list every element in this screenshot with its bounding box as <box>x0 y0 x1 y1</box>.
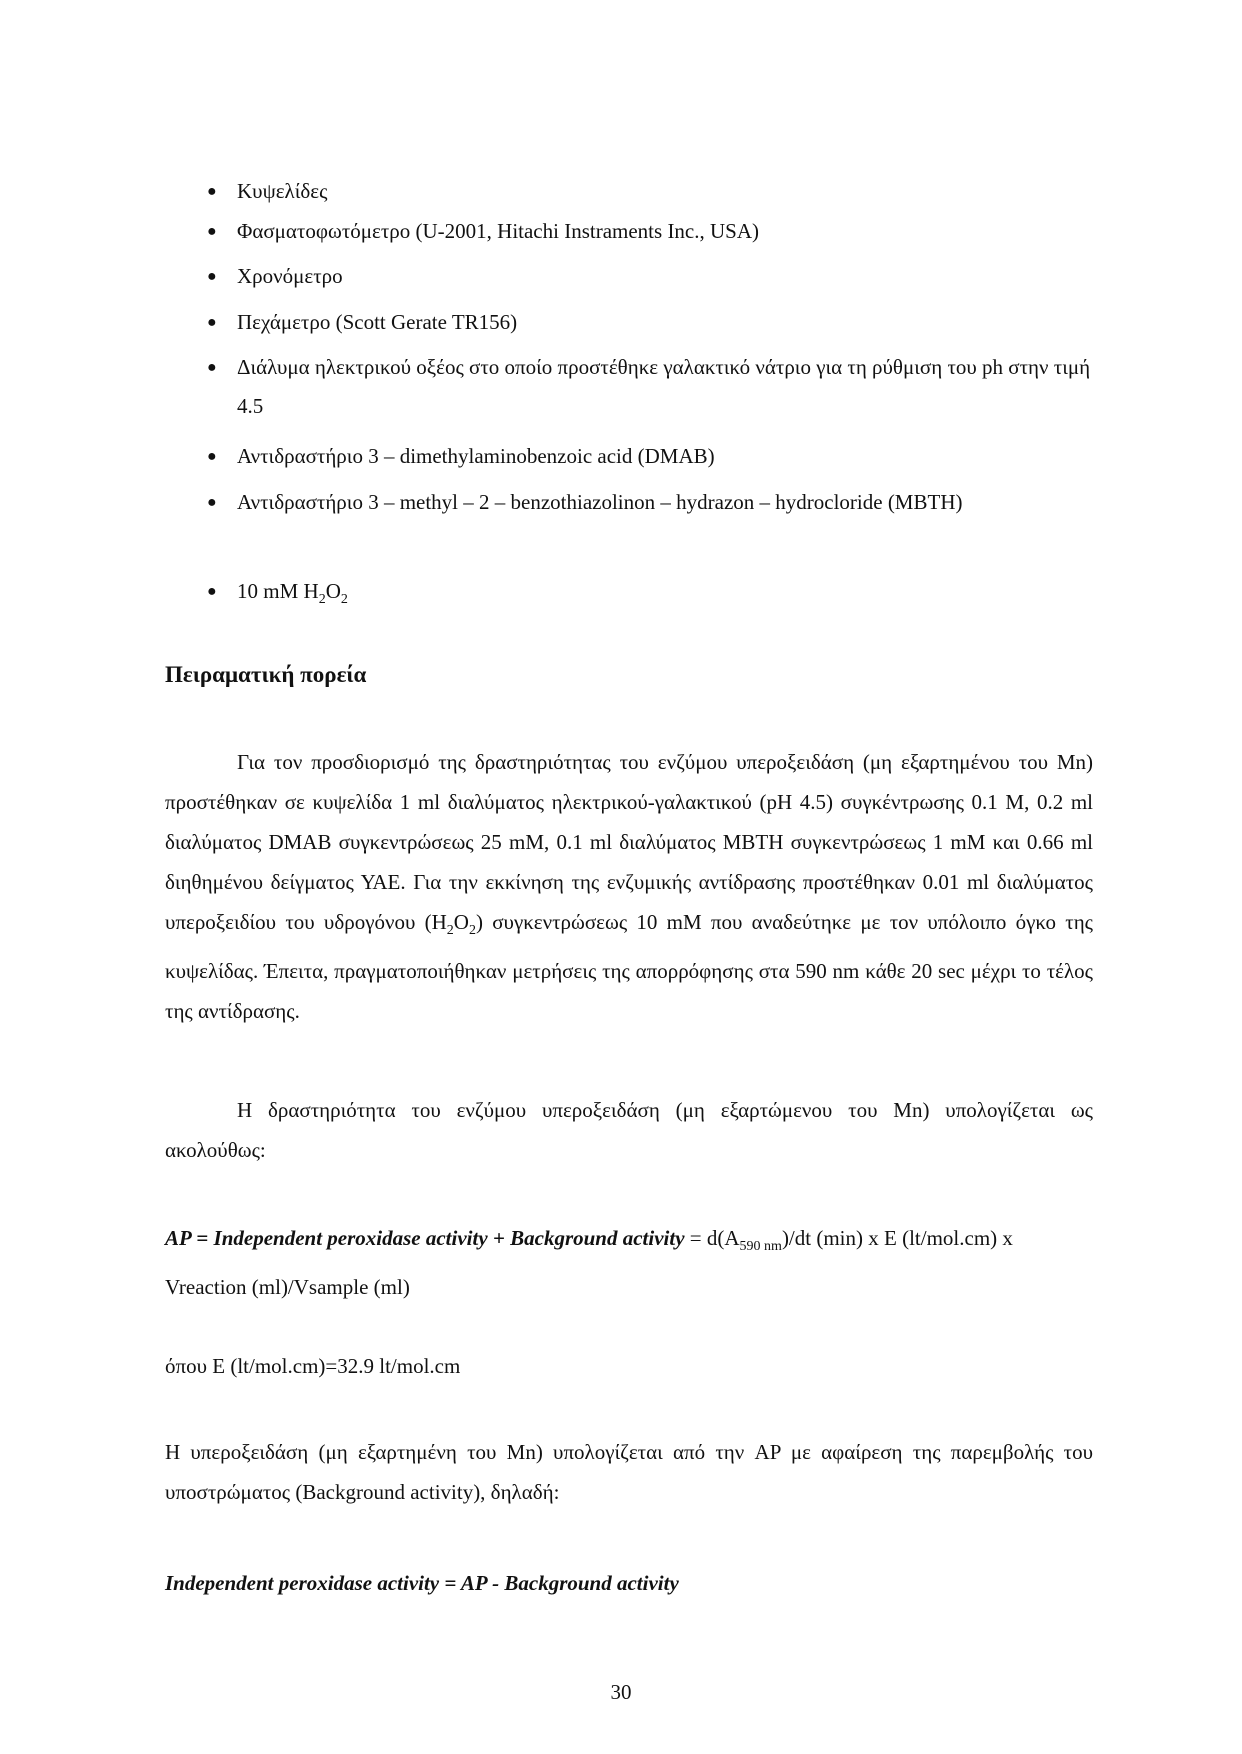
bullet-icon: ● <box>207 223 217 240</box>
list-item: ● Αντιδραστήριο 3 – dimethylaminobenzoic acid (DMAB) <box>237 437 1097 476</box>
bullet-icon: ● <box>207 583 217 600</box>
bullet-icon: ● <box>207 359 217 376</box>
list-item: ● Χρονόμετρο <box>237 257 1097 296</box>
list-item: ● Αντιδραστήριο 3 – methyl – 2 – benzothiazolinon – hydrazon – hydrocloride (MBTH) <box>237 483 1097 522</box>
bullet-icon: ● <box>207 268 217 285</box>
ap-formula: AP = Independent peroxidase activity + Background activity = $d(A_{590 nm})/dt$ (min) x E (lt/mol.cm) x Vreaction (ml)/Vsample (ml) <box>165 1226 1013 1300</box>
final-formula: Independent peroxidase activity = AP - Background activity <box>165 1571 679 1595</box>
bullet-icon: ● <box>207 494 217 511</box>
list-item: ● 10 mM $H_2O_2$ <box>237 572 1097 619</box>
bullet-icon: ● <box>207 448 217 465</box>
calculation-paragraph: Η δραστηριότητα του ενζύμου υπεροξειδάση (μη εξαρτώμενου του Mn) υπολογίζεται ως ακολούθως: <box>165 1098 1093 1162</box>
list-item: ● Κυψελίδες <box>237 172 1097 211</box>
bullet-icon: ● <box>207 183 217 200</box>
list-item: ● Φασματοφωτόμετρο (U-2001, Hitachi Instraments Inc., USA) <box>237 212 1097 251</box>
procedure-paragraph: Για τον προσδιορισμό της δραστηριότητας του ενζύμου υπεροξειδάση (μη εξαρτημένου του Mn) προστέθηκαν σε κυψελίδα 1 ml διαλύματος ηλεκτρικού-γαλακτικού (pH 4.5) συγκέντρωσης 0.1 M, 0.2 ml διαλύματος DMAB συγκεντρώσεως 25 mM, 0.1 ml διαλύματος MBTH συγκεντρώσεως 1 mM και 0.66 ml διηθημένου δείγματος ΥΑΕ. Για την εκκίνηση της ενζυμικής αντίδρασης προστέθηκαν 0.01 ml διαλύματος υπεροξειδίου του υδρογόνου $(H_2O_2)$ συγκεντρώσεως 10 mM που αναδεύτηκε με τον υπόλοιπο όγκο της κυψελίδας. Έπειτα, πραγματοποιήθηκαν μετρήσεις της απορρόφησης στα 590 nm κάθε 20 sec μέχρι το τέλος της αντίδρασης. <box>165 750 1093 1024</box>
list-item: ● Πεχάμετρο (Scott Gerate TR156) <box>237 303 1097 342</box>
constant-definition: όπου E (lt/mol.cm)=32.9 lt/mol.cm <box>165 1354 461 1378</box>
bullet-icon: ● <box>207 314 217 331</box>
page-number: 30 <box>610 1680 632 1704</box>
section-heading: Πειραματική πορεία <box>165 662 367 687</box>
subtraction-paragraph: Η υπεροξειδάση (μη εξαρτημένη του Mn) υπολογίζεται από την AP με αφαίρεση της παρεμβολής του υποστρώματος (Background activity), δηλαδή: <box>165 1440 1093 1504</box>
list-item: ● Διάλυμα ηλεκτρικού οξέος στο οποίο προστέθηκε γαλακτικό νάτριο για τη ρύθμιση του ph στην τιμή 4.5 <box>237 348 1097 426</box>
